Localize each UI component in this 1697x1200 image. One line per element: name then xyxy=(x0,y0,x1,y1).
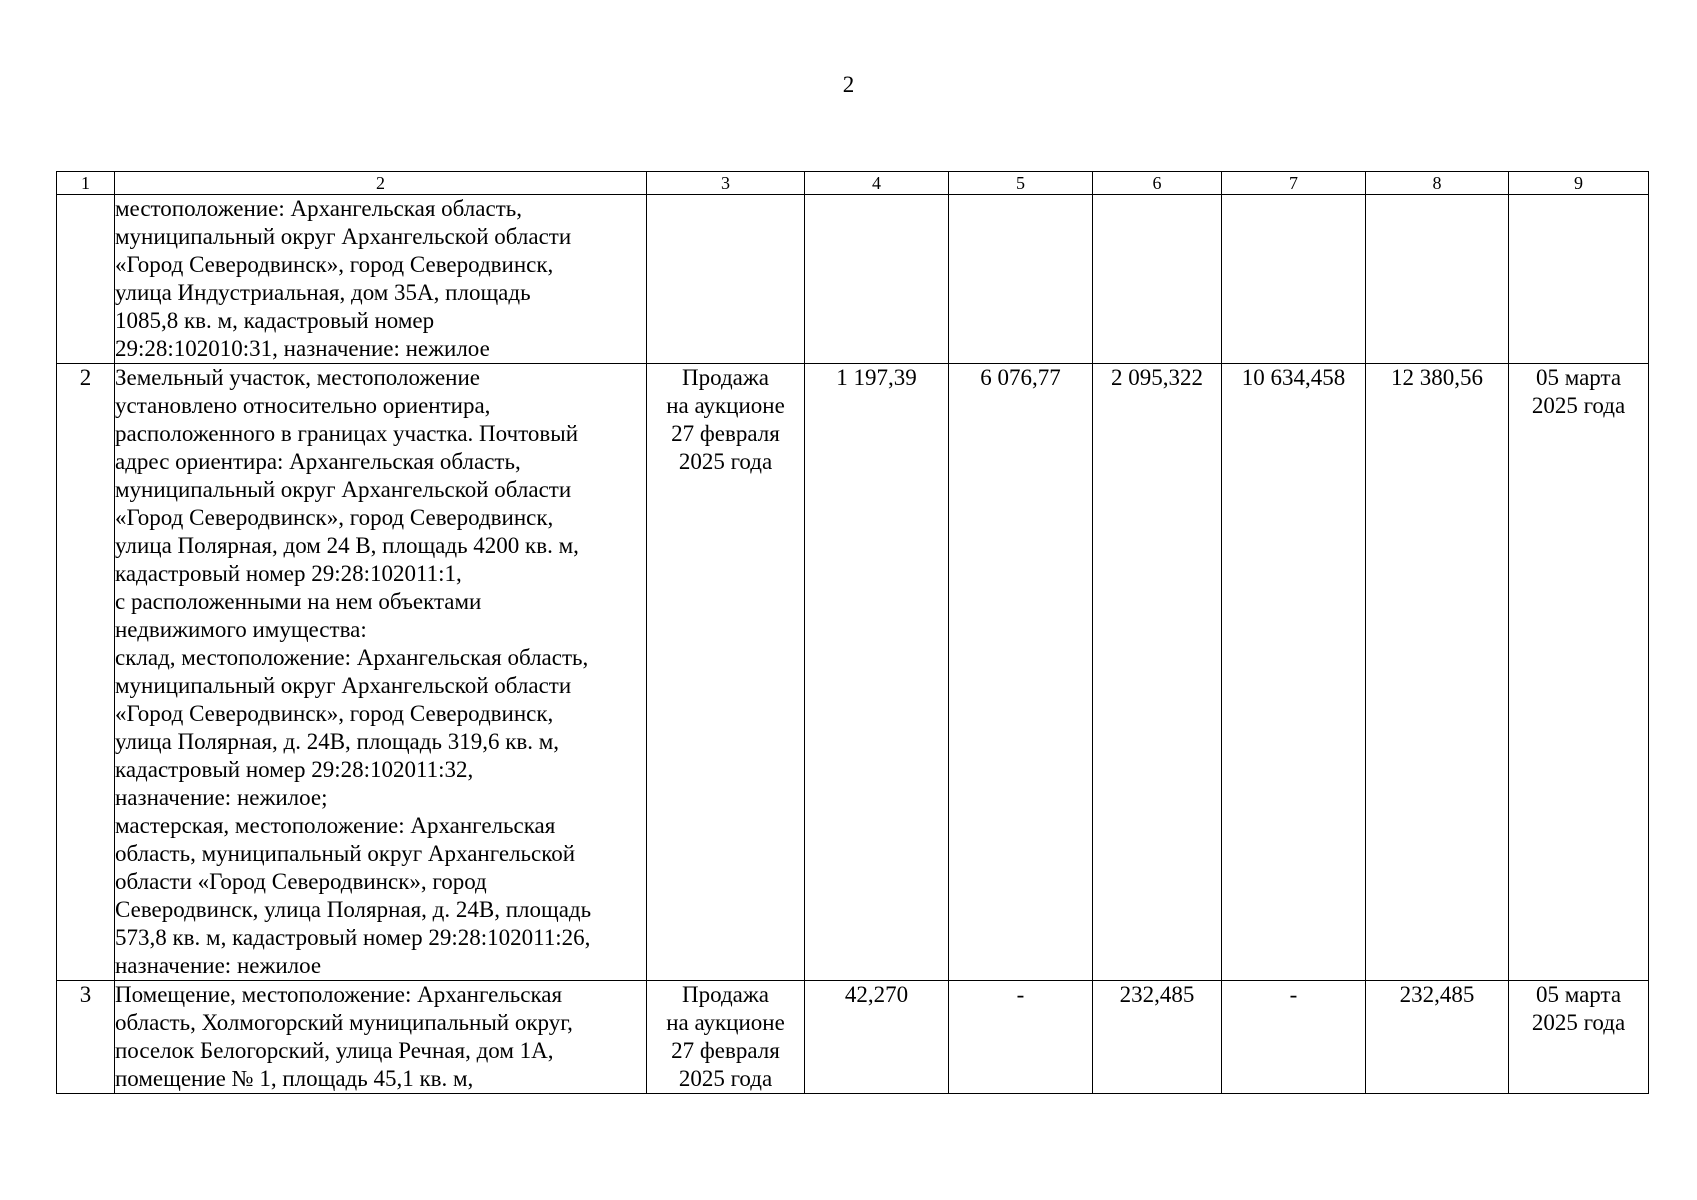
description-line: 573,8 кв. м, кадастровый номер 29:28:102011:26, xyxy=(115,925,591,950)
value-col-8: 12 380,56 xyxy=(1366,364,1509,981)
page-number: 2 xyxy=(842,72,855,97)
value-col-5 xyxy=(949,195,1093,364)
date-line: 05 марта xyxy=(1535,365,1622,390)
date-line: 2025 года xyxy=(1531,1010,1626,1035)
value-col-8: 232,485 xyxy=(1366,981,1509,1094)
description-line: «Город Северодвинск», город Северодвинск, xyxy=(115,505,554,530)
description-line: улица Полярная, д. 24В, площадь 319,6 кв. м, xyxy=(115,729,560,754)
sale-method xyxy=(647,981,805,1094)
description-line: установлено относительно ориентира, xyxy=(115,393,491,418)
header-col-6: 6 xyxy=(1093,172,1222,195)
description-line: муниципальный округ Архангельской области xyxy=(115,224,572,249)
sale-method-line: 2025 года xyxy=(678,449,773,474)
description-line: 1085,8 кв. м, кадастровый номер xyxy=(115,308,435,333)
header-col-3: 3 xyxy=(647,172,805,195)
sale-method-line: на аукционе xyxy=(666,393,785,418)
value-col-4: 1 197,39 xyxy=(805,364,949,981)
property-sale-table xyxy=(56,171,1649,1094)
sale-method-line: Продажа xyxy=(682,982,769,1007)
header-col-4: 4 xyxy=(805,172,949,195)
value-col-7: - xyxy=(1222,981,1366,1094)
date-line: 05 марта xyxy=(1535,982,1622,1007)
date-line: 2025 года xyxy=(1531,393,1626,418)
header-col-8: 8 xyxy=(1366,172,1509,195)
value-col-6: 232,485 xyxy=(1093,981,1222,1094)
row-number: 2 xyxy=(57,364,115,981)
header-col-7: 7 xyxy=(1222,172,1366,195)
sale-method xyxy=(647,195,805,364)
value-col-7 xyxy=(1222,195,1366,364)
description-line: помещение № 1, площадь 45,1 кв. м, xyxy=(115,1066,474,1091)
description-line: улица Полярная, дом 24 В, площадь 4200 кв. м, xyxy=(115,533,579,558)
description-line: муниципальный округ Архангельской области xyxy=(115,673,572,698)
description-line: поселок Белогорский, улица Речная, дом 1А, xyxy=(115,1038,554,1063)
completion-date xyxy=(1509,364,1649,981)
description-line: недвижимого имущества: xyxy=(115,617,367,642)
table-row xyxy=(57,195,1649,364)
description-line: муниципальный округ Архангельской области xyxy=(115,477,572,502)
description-line: улица Индустриальная, дом 35А, площадь xyxy=(115,280,531,305)
description-line: местоположение: Архангельская область, xyxy=(115,196,522,221)
sale-method-line: на аукционе xyxy=(666,1010,785,1035)
description-line: мастерская, местоположение: Архангельская xyxy=(115,813,556,838)
description-line: склад, местоположение: Архангельская область, xyxy=(115,645,589,670)
description-line: кадастровый номер 29:28:102011:32, xyxy=(115,757,474,782)
description-line: с расположенными на нем объектами xyxy=(115,589,482,614)
description-line: область, Холмогорский муниципальный округ, xyxy=(115,1010,573,1035)
value-col-4: 42,270 xyxy=(805,981,949,1094)
row-number xyxy=(57,195,115,364)
sale-method-line: 27 февраля xyxy=(671,1038,780,1063)
table-row xyxy=(57,981,1649,1094)
description-line: Земельный участок, местоположение xyxy=(115,365,481,390)
object-description xyxy=(115,981,647,1094)
description-line: назначение: нежилое xyxy=(115,953,322,978)
header-col-1: 1 xyxy=(57,172,115,195)
description-line: расположенного в границах участка. Почтовый xyxy=(115,421,579,446)
description-line: 29:28:102010:31, назначение: нежилое xyxy=(115,336,490,361)
value-col-6 xyxy=(1093,195,1222,364)
completion-date xyxy=(1509,981,1649,1094)
description-line: адрес ориентира: Архангельская область, xyxy=(115,449,521,474)
description-line: «Город Северодвинск», город Северодвинск, xyxy=(115,701,554,726)
table-row xyxy=(57,364,1649,981)
header-col-5: 5 xyxy=(949,172,1093,195)
value-col-6: 2 095,322 xyxy=(1093,364,1222,981)
value-col-5: - xyxy=(949,981,1093,1094)
value-col-4 xyxy=(805,195,949,364)
sale-method-line: 2025 года xyxy=(678,1066,773,1091)
description-line: кадастровый номер 29:28:102011:1, xyxy=(115,561,462,586)
object-description xyxy=(115,195,647,364)
value-col-7: 10 634,458 xyxy=(1222,364,1366,981)
sale-method xyxy=(647,364,805,981)
header-col-9: 9 xyxy=(1509,172,1649,195)
sale-method-line: Продажа xyxy=(682,365,769,390)
description-line: назначение: нежилое; xyxy=(115,785,328,810)
sale-method-line: 27 февраля xyxy=(671,421,780,446)
table-header-row xyxy=(57,172,1649,195)
value-col-5: 6 076,77 xyxy=(949,364,1093,981)
object-description xyxy=(115,364,647,981)
description-line: «Город Северодвинск», город Северодвинск, xyxy=(115,252,554,277)
header-col-2: 2 xyxy=(115,172,647,195)
description-line: область, муниципальный округ Архангельской xyxy=(115,841,576,866)
completion-date xyxy=(1509,195,1649,364)
row-number: 3 xyxy=(57,981,115,1094)
description-line: Помещение, местоположение: Архангельская xyxy=(115,982,563,1007)
description-line: Северодвинск, улица Полярная, д. 24В, площадь xyxy=(115,897,592,922)
description-line: области «Город Северодвинск», город xyxy=(115,869,487,894)
value-col-8 xyxy=(1366,195,1509,364)
